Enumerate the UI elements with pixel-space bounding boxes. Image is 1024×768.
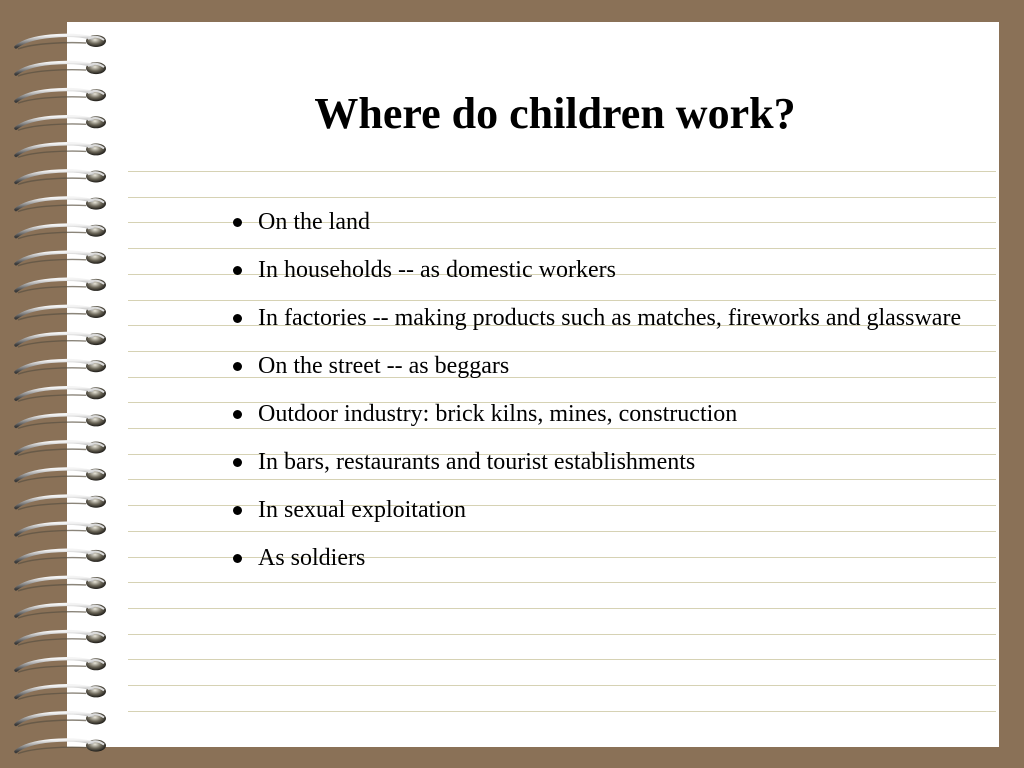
binding-ring — [16, 279, 106, 293]
bullet-item — [232, 398, 982, 431]
binding-ring — [16, 89, 106, 103]
binding-ring — [16, 713, 106, 727]
binding-ring — [16, 360, 106, 374]
binding-ring — [16, 496, 106, 510]
ruled-line — [128, 608, 996, 609]
bullet-dot-icon — [233, 554, 242, 563]
ruled-line — [128, 171, 996, 172]
bullet-text: In factories -- making products such as matches, fireworks and glassware — [258, 305, 962, 331]
binding-ring — [16, 35, 106, 49]
binding-ring — [16, 171, 106, 185]
bullet-text: In households -- as domestic workers — [258, 257, 616, 283]
binding-ring — [16, 550, 106, 564]
ruled-line — [128, 685, 996, 686]
binding-ring — [16, 658, 106, 672]
ruled-line — [128, 711, 996, 712]
bullet-text: As soldiers — [258, 545, 366, 571]
bullet-dot-icon — [233, 362, 242, 371]
bullet-text: On the street -- as beggars — [258, 353, 510, 379]
binding-ring — [16, 604, 106, 618]
binding-ring — [16, 62, 106, 76]
binding-ring — [16, 143, 106, 157]
bullet-dot-icon — [233, 314, 242, 323]
slide-title: Where do children work? — [314, 89, 796, 138]
binding-ring — [16, 523, 106, 537]
binding-ring — [16, 442, 106, 456]
ruled-line — [128, 659, 996, 660]
bullet-dot-icon — [233, 410, 242, 419]
bullet-dot-icon — [233, 506, 242, 515]
binding-ring — [16, 116, 106, 130]
bullet-item — [232, 350, 982, 383]
bullet-text: In bars, restaurants and tourist establishments — [258, 449, 696, 475]
binding-ring — [16, 306, 106, 320]
bullet-dot-icon — [233, 266, 242, 275]
binding-ring — [16, 685, 106, 699]
ruled-line — [128, 634, 996, 635]
bullet-text: In sexual exploitation — [258, 497, 466, 523]
binding-ring — [16, 577, 106, 591]
bullet-list — [232, 206, 982, 590]
binding-ring — [16, 333, 106, 347]
bullet-item — [232, 206, 982, 239]
bullet-dot-icon — [233, 218, 242, 227]
ruled-line — [128, 197, 996, 198]
spiral-binding-icon — [0, 0, 120, 768]
binding-ring — [16, 469, 106, 483]
bullet-text: On the land — [258, 209, 370, 235]
bullet-item — [232, 446, 982, 479]
bullet-item — [232, 254, 982, 287]
binding-ring — [16, 740, 106, 754]
bullet-dot-icon — [233, 458, 242, 467]
binding-ring — [16, 252, 106, 266]
bullet-item — [232, 302, 982, 335]
bullet-item — [232, 542, 982, 575]
binding-ring — [16, 631, 106, 645]
binding-ring — [16, 387, 106, 401]
binding-ring — [16, 414, 106, 428]
binding-ring — [16, 225, 106, 239]
bullet-text: Outdoor industry: brick kilns, mines, construction — [258, 401, 738, 427]
binding-ring — [16, 198, 106, 212]
bullet-item — [232, 494, 982, 527]
